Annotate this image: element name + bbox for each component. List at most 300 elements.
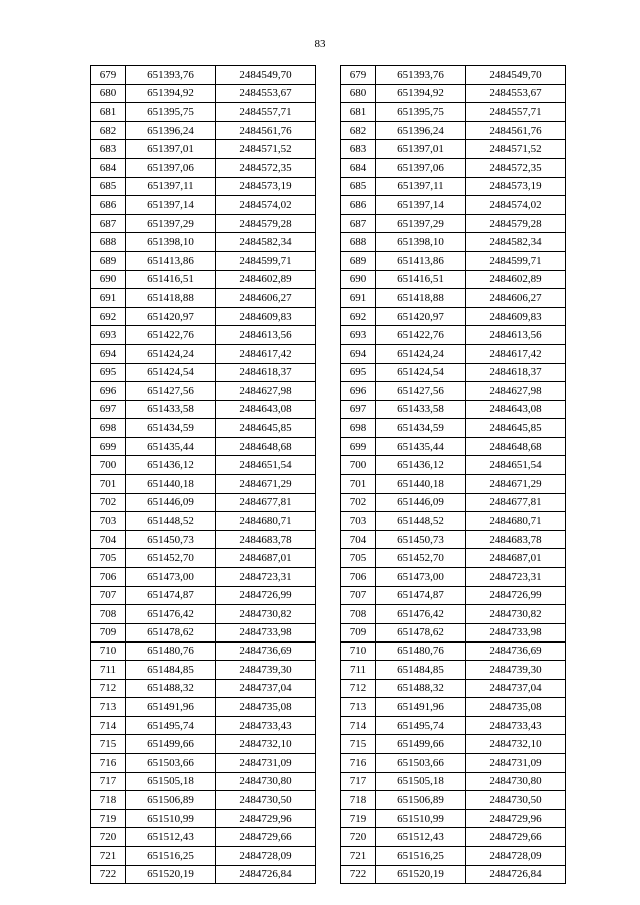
table-row	[91, 103, 316, 122]
x-coordinate-cell: 651435,44	[376, 437, 466, 456]
table-row	[341, 121, 566, 140]
x-coordinate-cell: 651520,19	[376, 865, 466, 884]
y-coordinate-cell: 2484599,71	[466, 251, 566, 270]
x-coordinate-cell: 651440,18	[126, 475, 216, 494]
point-number-cell: 693	[91, 326, 126, 345]
point-number-cell: 719	[91, 809, 126, 828]
y-coordinate-cell: 2484549,70	[216, 66, 316, 85]
x-coordinate-cell: 651418,88	[376, 289, 466, 308]
table-row	[341, 270, 566, 289]
x-coordinate-cell: 651474,87	[126, 586, 216, 605]
y-coordinate-cell: 2484627,98	[466, 382, 566, 401]
point-number-cell: 708	[341, 605, 376, 624]
point-number-cell: 719	[341, 809, 376, 828]
table-row	[91, 270, 316, 289]
table-row	[91, 605, 316, 624]
table-row	[341, 158, 566, 177]
x-coordinate-cell: 651394,92	[126, 84, 216, 103]
point-number-cell: 721	[341, 846, 376, 865]
point-number-cell: 720	[341, 828, 376, 847]
y-coordinate-cell: 2484571,52	[216, 140, 316, 159]
table-row	[91, 549, 316, 568]
y-coordinate-cell: 2484573,19	[216, 177, 316, 196]
y-coordinate-cell: 2484609,83	[466, 307, 566, 326]
x-coordinate-cell: 651503,66	[126, 753, 216, 772]
x-coordinate-cell: 651397,01	[376, 140, 466, 159]
y-coordinate-cell: 2484723,31	[466, 568, 566, 587]
table-row	[341, 846, 566, 865]
point-number-cell: 683	[91, 140, 126, 159]
table-row	[341, 698, 566, 717]
y-coordinate-cell: 2484582,34	[216, 233, 316, 252]
y-coordinate-cell: 2484730,80	[216, 772, 316, 791]
table-row	[91, 642, 316, 661]
y-coordinate-cell: 2484733,98	[216, 623, 316, 642]
point-number-cell: 688	[341, 233, 376, 252]
x-coordinate-cell: 651397,11	[376, 177, 466, 196]
x-coordinate-cell: 651484,85	[376, 661, 466, 680]
point-number-cell: 699	[341, 437, 376, 456]
y-coordinate-cell: 2484627,98	[216, 382, 316, 401]
table-row	[341, 512, 566, 531]
y-coordinate-cell: 2484683,78	[216, 530, 316, 549]
x-coordinate-cell: 651450,73	[126, 530, 216, 549]
table-row	[341, 289, 566, 308]
table-row	[91, 84, 316, 103]
table-row	[341, 623, 566, 642]
x-coordinate-cell: 651433,58	[126, 400, 216, 419]
table-row	[341, 419, 566, 438]
table-row	[341, 772, 566, 791]
table-row	[91, 493, 316, 512]
x-coordinate-cell: 651416,51	[376, 270, 466, 289]
table-row	[91, 530, 316, 549]
x-coordinate-cell: 651416,51	[126, 270, 216, 289]
point-number-cell: 687	[341, 214, 376, 233]
x-coordinate-cell: 651420,97	[126, 307, 216, 326]
y-coordinate-cell: 2484645,85	[466, 419, 566, 438]
y-coordinate-cell: 2484677,81	[466, 493, 566, 512]
y-coordinate-cell: 2484648,68	[216, 437, 316, 456]
x-coordinate-cell: 651427,56	[376, 382, 466, 401]
y-coordinate-cell: 2484733,98	[466, 623, 566, 642]
x-coordinate-cell: 651440,18	[376, 475, 466, 494]
point-number-cell: 683	[341, 140, 376, 159]
x-coordinate-cell: 651505,18	[376, 772, 466, 791]
x-coordinate-cell: 651474,87	[376, 586, 466, 605]
y-coordinate-cell: 2484613,56	[216, 326, 316, 345]
point-number-cell: 693	[341, 326, 376, 345]
table-row	[91, 772, 316, 791]
point-number-cell: 707	[91, 586, 126, 605]
y-coordinate-cell: 2484609,83	[216, 307, 316, 326]
y-coordinate-cell: 2484729,96	[466, 809, 566, 828]
table-row	[341, 326, 566, 345]
x-coordinate-cell: 651434,59	[126, 419, 216, 438]
table-row	[91, 233, 316, 252]
y-coordinate-cell: 2484687,01	[216, 549, 316, 568]
point-number-cell: 713	[91, 698, 126, 717]
point-number-cell: 686	[341, 196, 376, 215]
table-row	[91, 382, 316, 401]
y-coordinate-cell: 2484651,54	[216, 456, 316, 475]
x-coordinate-cell: 651499,66	[126, 735, 216, 754]
table-row	[341, 735, 566, 754]
point-number-cell: 698	[91, 419, 126, 438]
table-row	[341, 251, 566, 270]
point-number-cell: 716	[341, 753, 376, 772]
table-row	[91, 475, 316, 494]
y-coordinate-cell: 2484728,09	[466, 846, 566, 865]
y-coordinate-cell: 2484618,37	[216, 363, 316, 382]
y-coordinate-cell: 2484602,89	[216, 270, 316, 289]
x-coordinate-cell: 651512,43	[376, 828, 466, 847]
table-row	[341, 66, 566, 85]
table-row	[91, 456, 316, 475]
x-coordinate-cell: 651495,74	[376, 716, 466, 735]
point-number-cell: 715	[91, 735, 126, 754]
point-number-cell: 684	[341, 158, 376, 177]
point-number-cell: 711	[91, 661, 126, 680]
y-coordinate-cell: 2484574,02	[216, 196, 316, 215]
point-number-cell: 680	[341, 84, 376, 103]
x-coordinate-cell: 651446,09	[126, 493, 216, 512]
x-coordinate-cell: 651484,85	[126, 661, 216, 680]
point-number-cell: 722	[91, 865, 126, 884]
y-coordinate-cell: 2484571,52	[466, 140, 566, 159]
point-number-cell: 721	[91, 846, 126, 865]
point-number-cell: 691	[341, 289, 376, 308]
table-row	[341, 530, 566, 549]
x-coordinate-cell: 651434,59	[376, 419, 466, 438]
y-coordinate-cell: 2484723,31	[216, 568, 316, 587]
x-coordinate-cell: 651476,42	[126, 605, 216, 624]
table-row	[341, 753, 566, 772]
y-coordinate-cell: 2484617,42	[466, 344, 566, 363]
point-number-cell: 705	[341, 549, 376, 568]
y-coordinate-cell: 2484613,56	[466, 326, 566, 345]
table-row	[91, 586, 316, 605]
table-row	[91, 214, 316, 233]
x-coordinate-cell: 651495,74	[126, 716, 216, 735]
point-number-cell: 690	[341, 270, 376, 289]
point-number-cell: 694	[341, 344, 376, 363]
x-coordinate-cell: 651397,06	[376, 158, 466, 177]
table-row	[91, 121, 316, 140]
y-coordinate-cell: 2484730,80	[466, 772, 566, 791]
y-coordinate-cell: 2484687,01	[466, 549, 566, 568]
point-number-cell: 705	[91, 549, 126, 568]
table-row	[91, 661, 316, 680]
x-coordinate-cell: 651397,14	[376, 196, 466, 215]
point-number-cell: 685	[341, 177, 376, 196]
table-row	[341, 605, 566, 624]
y-coordinate-cell: 2484573,19	[466, 177, 566, 196]
table-row	[91, 865, 316, 884]
y-coordinate-cell: 2484561,76	[466, 121, 566, 140]
x-coordinate-cell: 651520,19	[126, 865, 216, 884]
x-coordinate-cell: 651503,66	[376, 753, 466, 772]
point-number-cell: 689	[91, 251, 126, 270]
point-number-cell: 715	[341, 735, 376, 754]
x-coordinate-cell: 651491,96	[126, 698, 216, 717]
y-coordinate-cell: 2484737,04	[216, 679, 316, 698]
y-coordinate-cell: 2484579,28	[216, 214, 316, 233]
x-coordinate-cell: 651450,73	[376, 530, 466, 549]
point-number-cell: 700	[341, 456, 376, 475]
table-row	[91, 846, 316, 865]
table-row	[341, 437, 566, 456]
table-row	[341, 809, 566, 828]
table-row	[341, 828, 566, 847]
table-row	[341, 679, 566, 698]
y-coordinate-cell: 2484680,71	[216, 512, 316, 531]
x-coordinate-cell: 651396,24	[376, 121, 466, 140]
table-row	[341, 549, 566, 568]
y-coordinate-cell: 2484671,29	[466, 475, 566, 494]
x-coordinate-cell: 651480,76	[126, 642, 216, 661]
y-coordinate-cell: 2484617,42	[216, 344, 316, 363]
coordinates-table-left	[90, 65, 316, 884]
x-coordinate-cell: 651491,96	[376, 698, 466, 717]
y-coordinate-cell: 2484733,43	[466, 716, 566, 735]
point-number-cell: 697	[341, 400, 376, 419]
y-coordinate-cell: 2484680,71	[466, 512, 566, 531]
y-coordinate-cell: 2484651,54	[466, 456, 566, 475]
y-coordinate-cell: 2484561,76	[216, 121, 316, 140]
point-number-cell: 696	[91, 382, 126, 401]
x-coordinate-cell: 651506,89	[126, 791, 216, 810]
y-coordinate-cell: 2484735,08	[466, 698, 566, 717]
point-number-cell: 710	[341, 642, 376, 661]
point-number-cell: 695	[341, 363, 376, 382]
x-coordinate-cell: 651397,14	[126, 196, 216, 215]
table-row	[91, 735, 316, 754]
table-row	[91, 158, 316, 177]
x-coordinate-cell: 651510,99	[376, 809, 466, 828]
y-coordinate-cell: 2484648,68	[466, 437, 566, 456]
x-coordinate-cell: 651427,56	[126, 382, 216, 401]
y-coordinate-cell: 2484582,34	[466, 233, 566, 252]
x-coordinate-cell: 651448,52	[126, 512, 216, 531]
x-coordinate-cell: 651436,12	[126, 456, 216, 475]
table-row	[341, 214, 566, 233]
table-row	[341, 196, 566, 215]
y-coordinate-cell: 2484728,09	[216, 846, 316, 865]
y-coordinate-cell: 2484671,29	[216, 475, 316, 494]
point-number-cell: 709	[341, 623, 376, 642]
point-number-cell: 718	[341, 791, 376, 810]
x-coordinate-cell: 651424,54	[126, 363, 216, 382]
table-row	[91, 828, 316, 847]
point-number-cell: 691	[91, 289, 126, 308]
table-row	[341, 103, 566, 122]
table-row	[341, 716, 566, 735]
table-row	[341, 344, 566, 363]
y-coordinate-cell: 2484730,82	[216, 605, 316, 624]
point-number-cell: 680	[91, 84, 126, 103]
point-number-cell: 690	[91, 270, 126, 289]
table-row	[91, 623, 316, 642]
point-number-cell: 697	[91, 400, 126, 419]
y-coordinate-cell: 2484726,99	[216, 586, 316, 605]
y-coordinate-cell: 2484645,85	[216, 419, 316, 438]
point-number-cell: 699	[91, 437, 126, 456]
x-coordinate-cell: 651480,76	[376, 642, 466, 661]
y-coordinate-cell: 2484553,67	[466, 84, 566, 103]
table-row	[91, 419, 316, 438]
y-coordinate-cell: 2484602,89	[466, 270, 566, 289]
table-row	[91, 140, 316, 159]
x-coordinate-cell: 651413,86	[126, 251, 216, 270]
table-row	[91, 196, 316, 215]
x-coordinate-cell: 651395,75	[376, 103, 466, 122]
y-coordinate-cell: 2484726,99	[466, 586, 566, 605]
point-number-cell: 703	[91, 512, 126, 531]
table-row	[91, 251, 316, 270]
x-coordinate-cell: 651394,92	[376, 84, 466, 103]
y-coordinate-cell: 2484574,02	[466, 196, 566, 215]
x-coordinate-cell: 651424,54	[376, 363, 466, 382]
x-coordinate-cell: 651452,70	[376, 549, 466, 568]
point-number-cell: 717	[341, 772, 376, 791]
table-row	[91, 177, 316, 196]
table-row	[91, 791, 316, 810]
x-coordinate-cell: 651435,44	[126, 437, 216, 456]
x-coordinate-cell: 651420,97	[376, 307, 466, 326]
x-coordinate-cell: 651396,24	[126, 121, 216, 140]
y-coordinate-cell: 2484739,30	[466, 661, 566, 680]
point-number-cell: 716	[91, 753, 126, 772]
y-coordinate-cell: 2484735,08	[216, 698, 316, 717]
y-coordinate-cell: 2484618,37	[466, 363, 566, 382]
point-number-cell: 717	[91, 772, 126, 791]
table-row	[341, 140, 566, 159]
table-row	[341, 661, 566, 680]
table-row	[341, 493, 566, 512]
table-row	[341, 475, 566, 494]
y-coordinate-cell: 2484572,35	[466, 158, 566, 177]
point-number-cell: 688	[91, 233, 126, 252]
x-coordinate-cell: 651478,62	[126, 623, 216, 642]
point-number-cell: 713	[341, 698, 376, 717]
point-number-cell: 712	[341, 679, 376, 698]
y-coordinate-cell: 2484736,69	[216, 642, 316, 661]
y-coordinate-cell: 2484549,70	[466, 66, 566, 85]
point-number-cell: 698	[341, 419, 376, 438]
point-number-cell: 696	[341, 382, 376, 401]
table-row	[91, 716, 316, 735]
table-row	[91, 512, 316, 531]
x-coordinate-cell: 651397,29	[126, 214, 216, 233]
point-number-cell: 709	[91, 623, 126, 642]
table-row	[91, 344, 316, 363]
x-coordinate-cell: 651433,58	[376, 400, 466, 419]
table-row	[341, 382, 566, 401]
point-number-cell: 722	[341, 865, 376, 884]
y-coordinate-cell: 2484732,10	[216, 735, 316, 754]
y-coordinate-cell: 2484730,50	[216, 791, 316, 810]
y-coordinate-cell: 2484731,09	[216, 753, 316, 772]
table-row	[91, 400, 316, 419]
y-coordinate-cell: 2484643,08	[216, 400, 316, 419]
table-row	[341, 865, 566, 884]
table-row	[341, 363, 566, 382]
point-number-cell: 701	[341, 475, 376, 494]
table-row	[341, 568, 566, 587]
y-coordinate-cell: 2484572,35	[216, 158, 316, 177]
x-coordinate-cell: 651499,66	[376, 735, 466, 754]
y-coordinate-cell: 2484677,81	[216, 493, 316, 512]
x-coordinate-cell: 651418,88	[126, 289, 216, 308]
y-coordinate-cell: 2484606,27	[216, 289, 316, 308]
point-number-cell: 679	[341, 66, 376, 85]
x-coordinate-cell: 651448,52	[376, 512, 466, 531]
point-number-cell: 707	[341, 586, 376, 605]
page-number: 83	[314, 38, 326, 50]
point-number-cell: 695	[91, 363, 126, 382]
table-row	[341, 791, 566, 810]
point-number-cell: 681	[91, 103, 126, 122]
point-number-cell: 708	[91, 605, 126, 624]
y-coordinate-cell: 2484729,96	[216, 809, 316, 828]
y-coordinate-cell: 2484557,71	[466, 103, 566, 122]
point-number-cell: 684	[91, 158, 126, 177]
x-coordinate-cell: 651452,70	[126, 549, 216, 568]
x-coordinate-cell: 651397,06	[126, 158, 216, 177]
point-number-cell: 718	[91, 791, 126, 810]
point-number-cell: 704	[91, 530, 126, 549]
table-row	[91, 66, 316, 85]
y-coordinate-cell: 2484726,84	[216, 865, 316, 884]
x-coordinate-cell: 651398,10	[126, 233, 216, 252]
y-coordinate-cell: 2484736,69	[466, 642, 566, 661]
point-number-cell: 712	[91, 679, 126, 698]
x-coordinate-cell: 651516,25	[376, 846, 466, 865]
table-row	[91, 326, 316, 345]
x-coordinate-cell: 651393,76	[126, 66, 216, 85]
table-row	[341, 586, 566, 605]
y-coordinate-cell: 2484643,08	[466, 400, 566, 419]
x-coordinate-cell: 651397,29	[376, 214, 466, 233]
point-number-cell: 685	[91, 177, 126, 196]
x-coordinate-cell: 651393,76	[376, 66, 466, 85]
x-coordinate-cell: 651424,24	[126, 344, 216, 363]
table-row	[341, 307, 566, 326]
x-coordinate-cell: 651397,11	[126, 177, 216, 196]
y-coordinate-cell: 2484729,66	[216, 828, 316, 847]
y-coordinate-cell: 2484739,30	[216, 661, 316, 680]
point-number-cell: 710	[91, 642, 126, 661]
x-coordinate-cell: 651505,18	[126, 772, 216, 791]
point-number-cell: 681	[341, 103, 376, 122]
x-coordinate-cell: 651422,76	[126, 326, 216, 345]
y-coordinate-cell: 2484553,67	[216, 84, 316, 103]
point-number-cell: 700	[91, 456, 126, 475]
y-coordinate-cell: 2484730,50	[466, 791, 566, 810]
x-coordinate-cell: 651488,32	[376, 679, 466, 698]
x-coordinate-cell: 651478,62	[376, 623, 466, 642]
y-coordinate-cell: 2484737,04	[466, 679, 566, 698]
point-number-cell: 706	[91, 568, 126, 587]
point-number-cell: 686	[91, 196, 126, 215]
y-coordinate-cell: 2484733,43	[216, 716, 316, 735]
point-number-cell: 694	[91, 344, 126, 363]
y-coordinate-cell: 2484726,84	[466, 865, 566, 884]
point-number-cell: 702	[91, 493, 126, 512]
point-number-cell: 687	[91, 214, 126, 233]
x-coordinate-cell: 651436,12	[376, 456, 466, 475]
